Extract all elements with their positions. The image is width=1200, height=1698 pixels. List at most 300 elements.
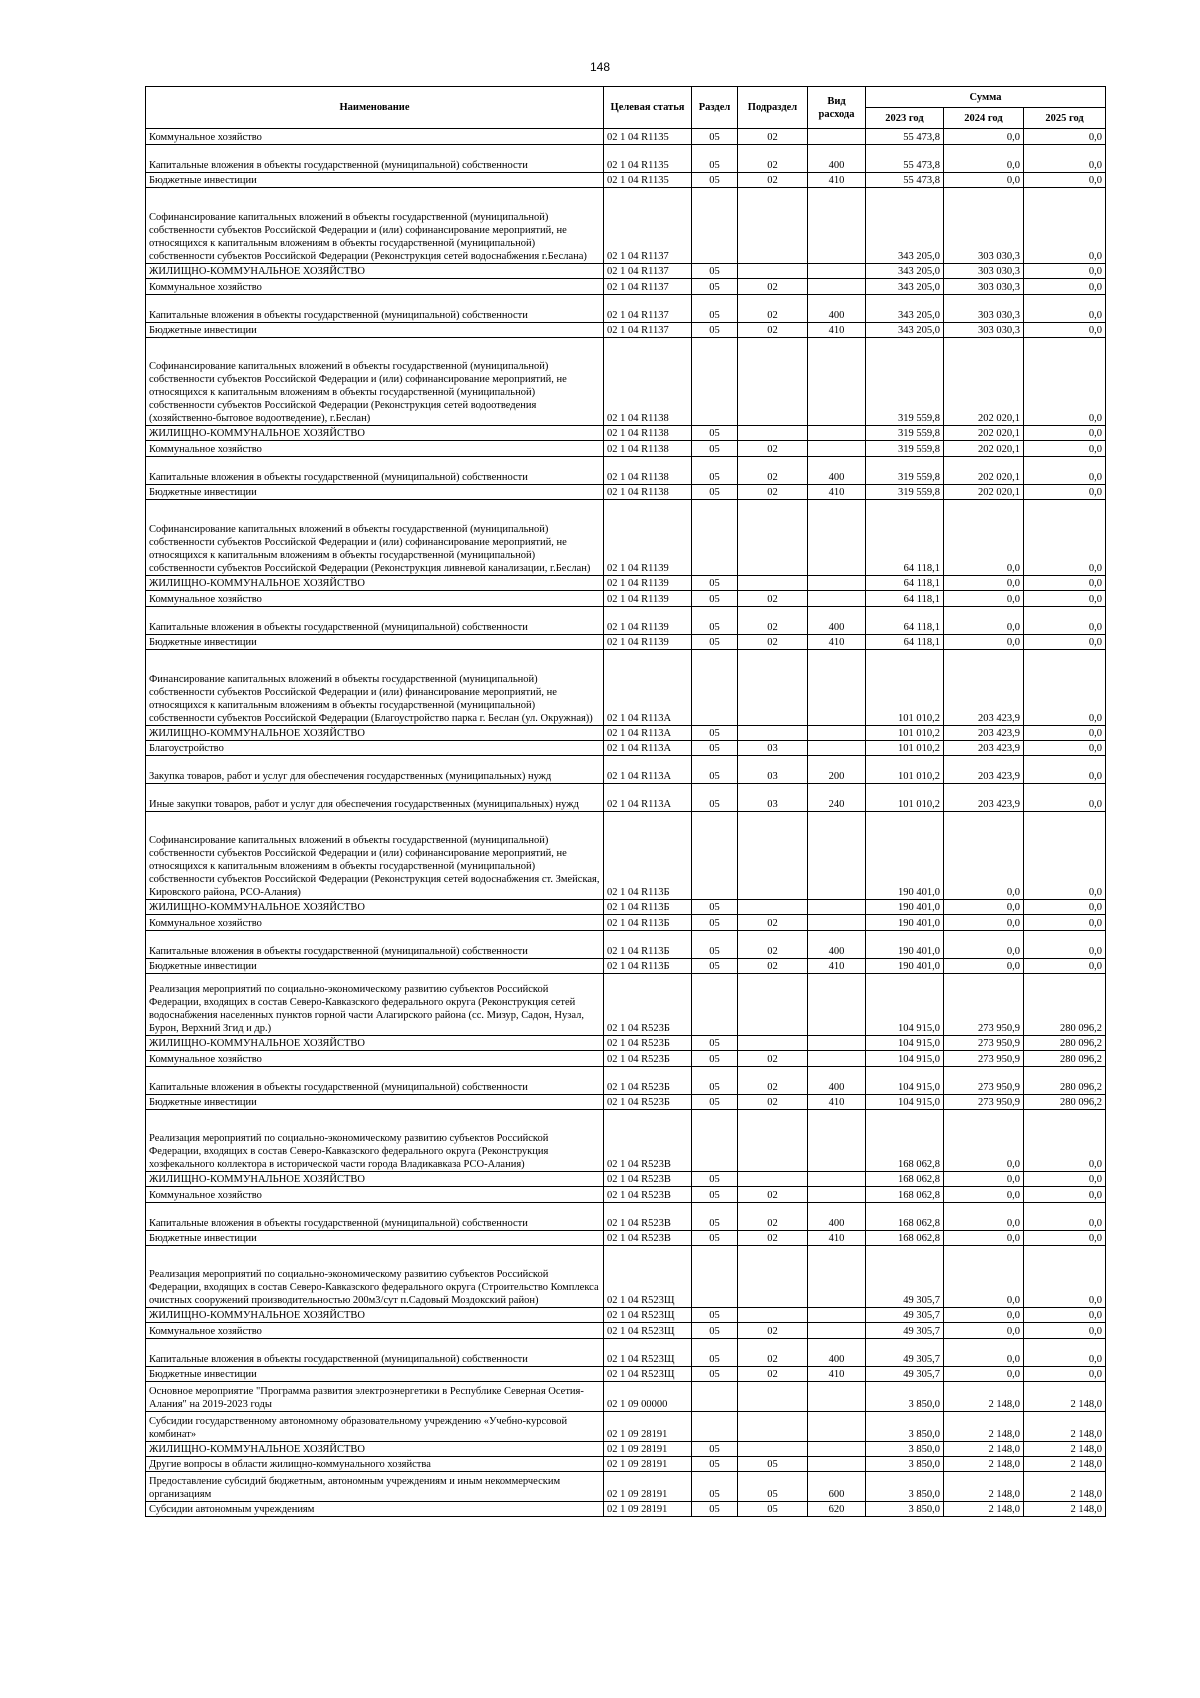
row-subsection [738,426,808,441]
row-sum-2025: 0,0 [1024,485,1106,500]
row-sum-2025: 0,0 [1024,931,1106,959]
row-subsection [738,726,808,741]
col-header-sum: Сумма [866,87,1106,108]
table-row [146,1502,1106,1517]
row-subsection: 03 [738,784,808,812]
row-target-code: 02 1 04 R113Б [604,900,692,915]
table-row [146,1172,1106,1187]
row-name: Капитальные вложения в объекты государственной (муниципальной) собственности [146,145,604,173]
row-target-code: 02 1 04 R1135 [604,145,692,173]
row-sum-2024: 2 148,0 [944,1412,1024,1442]
row-name: Софинансирование капитальных вложений в объекты государственной (муниципальной) собственности субъектов Российской Федерации и (или) софинансирование мероприятий, не относящихся к капитальным вложениям в объекты государственной (муниципальной) собственности субъектов Российской Федерации (Реконструкция сетей водоснабжения г.Беслана) [146,188,604,264]
row-sum-2023: 101 010,2 [866,726,944,741]
row-target-code: 02 1 04 R113Б [604,959,692,974]
row-sum-2024: 0,0 [944,591,1024,607]
row-sum-2023: 104 915,0 [866,1095,944,1110]
row-section: 05 [692,607,738,635]
row-expense-type [808,650,866,726]
row-expense-type [808,1172,866,1187]
table-row [146,726,1106,741]
row-name: ЖИЛИЩНО-КОММУНАЛЬНОЕ ХОЗЯЙСТВО [146,1172,604,1187]
row-section: 05 [692,145,738,173]
row-sum-2024: 0,0 [944,1203,1024,1231]
row-target-code: 02 1 04 R1139 [604,591,692,607]
row-target-code: 02 1 04 R113А [604,784,692,812]
row-sum-2025: 0,0 [1024,295,1106,323]
row-name: Финансирование капитальных вложений в объекты государственной (муниципальной) собственности субъектов Российской Федерации и (или) финансирование мероприятий, не относящихся к капитальным вложениям в объекты государственной (муниципальной) собственности субъектов Российской Федерации (Благоустройство парка г. Беслан (ул. Окружная)) [146,650,604,726]
row-name: Капитальные вложения в объекты государственной (муниципальной) собственности [146,295,604,323]
row-expense-type [808,974,866,1036]
table-row [146,1110,1106,1172]
row-subsection: 02 [738,323,808,338]
row-name: Коммунальное хозяйство [146,1051,604,1067]
table-row [146,485,1106,500]
col-header-subsection: Подраздел [738,87,808,129]
row-sum-2025: 0,0 [1024,129,1106,145]
row-section: 05 [692,1187,738,1203]
row-expense-type [808,279,866,295]
row-sum-2023: 101 010,2 [866,650,944,726]
row-name: ЖИЛИЩНО-КОММУНАЛЬНОЕ ХОЗЯЙСТВО [146,264,604,279]
row-name: Капитальные вложения в объекты государственной (муниципальной) собственности [146,1339,604,1367]
table-row [146,959,1106,974]
row-expense-type: 410 [808,1367,866,1382]
row-name: Закупка товаров, работ и услуг для обеспечения государственных (муниципальных) нужд [146,756,604,784]
row-name: Коммунальное хозяйство [146,915,604,931]
row-sum-2024: 202 020,1 [944,485,1024,500]
row-expense-type [808,500,866,576]
table-row [146,1472,1106,1502]
row-subsection: 02 [738,485,808,500]
row-subsection: 02 [738,129,808,145]
row-sum-2025: 0,0 [1024,457,1106,485]
row-subsection: 05 [738,1502,808,1517]
row-sum-2025: 0,0 [1024,1231,1106,1246]
row-sum-2025: 2 148,0 [1024,1472,1106,1502]
row-section: 05 [692,295,738,323]
row-sum-2023: 343 205,0 [866,279,944,295]
row-name: ЖИЛИЩНО-КОММУНАЛЬНОЕ ХОЗЯЙСТВО [146,900,604,915]
row-target-code: 02 1 09 28191 [604,1457,692,1472]
row-target-code: 02 1 09 28191 [604,1502,692,1517]
row-sum-2024: 2 148,0 [944,1382,1024,1412]
row-name: Софинансирование капитальных вложений в объекты государственной (муниципальной) собственности субъектов Российской Федерации и (или) софинансирование мероприятий, не относящихся к капитальным вложениям в объекты государственной (муниципальной) собственности субъектов Российской Федерации (Реконструкция сетей водоснабжения ст. Змейская, Кировского района, РСО-Алания) [146,812,604,900]
row-name: Бюджетные инвестиции [146,1367,604,1382]
row-subsection [738,900,808,915]
row-sum-2025: 0,0 [1024,1110,1106,1172]
row-section: 05 [692,1308,738,1323]
row-sum-2023: 190 401,0 [866,812,944,900]
row-expense-type [808,1110,866,1172]
row-section: 05 [692,741,738,756]
row-sum-2025: 0,0 [1024,741,1106,756]
row-section: 05 [692,1339,738,1367]
row-target-code: 02 1 04 R1138 [604,485,692,500]
row-sum-2023: 104 915,0 [866,1067,944,1095]
row-sum-2025: 280 096,2 [1024,1036,1106,1051]
table-row [146,931,1106,959]
row-target-code: 02 1 04 R1137 [604,188,692,264]
row-sum-2024: 203 423,9 [944,784,1024,812]
row-target-code: 02 1 09 28191 [604,1442,692,1457]
row-expense-type [808,1442,866,1457]
row-sum-2023: 104 915,0 [866,974,944,1036]
row-subsection: 02 [738,1187,808,1203]
row-name: Основное мероприятие "Программа развития электроэнергетики в Республике Северная Осетия-Алания" на 2019-2023 годы [146,1382,604,1412]
row-section: 05 [692,264,738,279]
row-subsection [738,974,808,1036]
row-name: Бюджетные инвестиции [146,173,604,188]
row-section: 05 [692,1067,738,1095]
row-expense-type [808,1412,866,1442]
row-sum-2024: 0,0 [944,915,1024,931]
table-row [146,900,1106,915]
row-target-code: 02 1 04 R523Щ [604,1246,692,1308]
row-section: 05 [692,915,738,931]
row-name: Субсидии государственному автономному образовательному учреждению «Учебно-курсовой комбинат» [146,1412,604,1442]
row-expense-type [808,1323,866,1339]
row-expense-type: 400 [808,607,866,635]
row-sum-2023: 64 118,1 [866,500,944,576]
table-body [146,129,1106,1517]
table-row [146,1412,1106,1442]
row-sum-2023: 3 850,0 [866,1412,944,1442]
row-target-code: 02 1 04 R1135 [604,129,692,145]
row-expense-type: 400 [808,145,866,173]
row-sum-2025: 0,0 [1024,756,1106,784]
row-name: Субсидии автономным учреждениям [146,1502,604,1517]
row-subsection: 02 [738,173,808,188]
row-sum-2025: 0,0 [1024,784,1106,812]
row-subsection: 02 [738,441,808,457]
row-sum-2023: 64 118,1 [866,591,944,607]
row-name: Капитальные вложения в объекты государственной (муниципальной) собственности [146,1203,604,1231]
row-sum-2025: 0,0 [1024,173,1106,188]
row-expense-type: 410 [808,1095,866,1110]
row-section: 05 [692,1203,738,1231]
row-target-code: 02 1 04 R1139 [604,500,692,576]
row-sum-2023: 49 305,7 [866,1246,944,1308]
row-sum-2023: 3 850,0 [866,1457,944,1472]
row-sum-2023: 64 118,1 [866,576,944,591]
row-sum-2025: 0,0 [1024,279,1106,295]
row-subsection: 02 [738,457,808,485]
row-target-code: 02 1 04 R523В [604,1110,692,1172]
row-sum-2023: 55 473,8 [866,173,944,188]
table-row [146,1308,1106,1323]
row-target-code: 02 1 04 R1137 [604,323,692,338]
row-sum-2025: 0,0 [1024,812,1106,900]
row-subsection [738,650,808,726]
row-sum-2024: 0,0 [944,607,1024,635]
table-row [146,457,1106,485]
row-name: Коммунальное хозяйство [146,1187,604,1203]
row-subsection: 02 [738,959,808,974]
row-sum-2025: 0,0 [1024,500,1106,576]
row-name: Бюджетные инвестиции [146,959,604,974]
row-sum-2025: 0,0 [1024,650,1106,726]
row-expense-type [808,1036,866,1051]
row-name: Коммунальное хозяйство [146,129,604,145]
row-target-code: 02 1 04 R523Щ [604,1308,692,1323]
row-subsection: 02 [738,1203,808,1231]
row-section: 05 [692,279,738,295]
row-target-code: 02 1 04 R523В [604,1203,692,1231]
table-row [146,576,1106,591]
row-sum-2025: 280 096,2 [1024,1051,1106,1067]
row-sum-2023: 319 559,8 [866,426,944,441]
row-sum-2024: 203 423,9 [944,650,1024,726]
row-subsection: 03 [738,741,808,756]
row-sum-2025: 280 096,2 [1024,974,1106,1036]
table-row [146,188,1106,264]
row-sum-2024: 273 950,9 [944,1067,1024,1095]
row-sum-2023: 343 205,0 [866,323,944,338]
table-row [146,915,1106,931]
row-sum-2025: 0,0 [1024,591,1106,607]
row-sum-2025: 0,0 [1024,1172,1106,1187]
row-sum-2023: 168 062,8 [866,1203,944,1231]
table-row [146,1051,1106,1067]
row-subsection [738,500,808,576]
row-name: ЖИЛИЩНО-КОММУНАЛЬНОЕ ХОЗЯЙСТВО [146,1308,604,1323]
row-section: 05 [692,576,738,591]
row-section: 05 [692,1095,738,1110]
row-sum-2023: 343 205,0 [866,264,944,279]
row-section [692,500,738,576]
row-sum-2023: 190 401,0 [866,959,944,974]
row-target-code: 02 1 04 R1138 [604,338,692,426]
row-subsection [738,1110,808,1172]
row-expense-type: 400 [808,931,866,959]
row-target-code: 02 1 09 00000 [604,1382,692,1412]
table-row [146,129,1106,145]
table-row [146,741,1106,756]
row-sum-2024: 2 148,0 [944,1472,1024,1502]
row-target-code: 02 1 04 R523Щ [604,1339,692,1367]
row-expense-type [808,1308,866,1323]
row-subsection [738,1308,808,1323]
row-section: 05 [692,323,738,338]
row-sum-2023: 64 118,1 [866,635,944,650]
row-sum-2025: 280 096,2 [1024,1095,1106,1110]
row-sum-2024: 2 148,0 [944,1442,1024,1457]
row-name: Капитальные вложения в объекты государственной (муниципальной) собственности [146,931,604,959]
row-name: ЖИЛИЩНО-КОММУНАЛЬНОЕ ХОЗЯЙСТВО [146,1442,604,1457]
row-subsection: 02 [738,635,808,650]
row-sum-2024: 202 020,1 [944,338,1024,426]
row-target-code: 02 1 04 R1137 [604,295,692,323]
row-sum-2024: 303 030,3 [944,295,1024,323]
row-sum-2023: 168 062,8 [866,1187,944,1203]
row-expense-type [808,1457,866,1472]
row-section: 05 [692,1502,738,1517]
table-row [146,1036,1106,1051]
col-header-2024: 2024 год [944,108,1024,129]
row-sum-2023: 168 062,8 [866,1172,944,1187]
table-row [146,338,1106,426]
col-header-name: Наименование [146,87,604,129]
row-sum-2024: 0,0 [944,1323,1024,1339]
row-name: Бюджетные инвестиции [146,323,604,338]
row-expense-type [808,576,866,591]
table-row [146,1457,1106,1472]
row-sum-2024: 2 148,0 [944,1457,1024,1472]
row-target-code: 02 1 04 R523Щ [604,1323,692,1339]
row-sum-2024: 273 950,9 [944,1095,1024,1110]
table-row [146,591,1106,607]
row-sum-2024: 203 423,9 [944,756,1024,784]
row-expense-type: 400 [808,295,866,323]
row-name: ЖИЛИЩНО-КОММУНАЛЬНОЕ ХОЗЯЙСТВО [146,1036,604,1051]
row-expense-type [808,129,866,145]
row-subsection: 02 [738,607,808,635]
row-subsection: 02 [738,915,808,931]
row-expense-type [808,1246,866,1308]
row-sum-2024: 273 950,9 [944,1051,1024,1067]
row-sum-2023: 190 401,0 [866,915,944,931]
table-row [146,1203,1106,1231]
row-target-code: 02 1 04 R1139 [604,576,692,591]
row-section [692,1246,738,1308]
row-sum-2023: 49 305,7 [866,1323,944,1339]
row-sum-2024: 0,0 [944,931,1024,959]
row-target-code: 02 1 04 R523В [604,1231,692,1246]
table-row [146,279,1106,295]
table-row [146,784,1106,812]
row-sum-2024: 0,0 [944,1246,1024,1308]
row-sum-2023: 3 850,0 [866,1382,944,1412]
table-row [146,1231,1106,1246]
row-target-code: 02 1 04 R113Б [604,915,692,931]
row-subsection: 02 [738,1051,808,1067]
row-target-code: 02 1 09 28191 [604,1472,692,1502]
row-expense-type [808,726,866,741]
row-target-code: 02 1 04 R1137 [604,264,692,279]
table-row [146,1323,1106,1339]
row-section: 05 [692,784,738,812]
row-sum-2023: 190 401,0 [866,931,944,959]
row-expense-type: 600 [808,1472,866,1502]
row-sum-2023: 55 473,8 [866,129,944,145]
row-sum-2025: 0,0 [1024,635,1106,650]
row-sum-2023: 3 850,0 [866,1502,944,1517]
col-header-target: Целевая статья [604,87,692,129]
row-subsection: 05 [738,1457,808,1472]
row-name: Капитальные вложения в объекты государственной (муниципальной) собственности [146,1067,604,1095]
row-sum-2024: 203 423,9 [944,741,1024,756]
row-name: Бюджетные инвестиции [146,1095,604,1110]
table-row [146,264,1106,279]
table-row [146,426,1106,441]
row-sum-2023: 3 850,0 [866,1442,944,1457]
row-expense-type [808,915,866,931]
row-target-code: 02 1 04 R1137 [604,279,692,295]
row-sum-2024: 0,0 [944,1308,1024,1323]
row-sum-2023: 319 559,8 [866,457,944,485]
row-target-code: 02 1 04 R1139 [604,635,692,650]
row-expense-type [808,1187,866,1203]
row-subsection [738,1382,808,1412]
row-sum-2025: 0,0 [1024,1308,1106,1323]
row-target-code: 02 1 04 R113А [604,756,692,784]
row-section: 05 [692,129,738,145]
table-row [146,1095,1106,1110]
table-row [146,441,1106,457]
row-sum-2024: 0,0 [944,1172,1024,1187]
row-subsection: 02 [738,1367,808,1382]
row-section: 05 [692,1051,738,1067]
row-sum-2024: 303 030,3 [944,279,1024,295]
table-row [146,1246,1106,1308]
row-expense-type: 410 [808,1231,866,1246]
row-sum-2023: 319 559,8 [866,485,944,500]
row-section: 05 [692,1323,738,1339]
row-section [692,650,738,726]
row-subsection [738,576,808,591]
row-sum-2025: 0,0 [1024,145,1106,173]
row-sum-2024: 0,0 [944,1339,1024,1367]
table-row [146,756,1106,784]
row-subsection [738,188,808,264]
row-subsection [738,338,808,426]
table-row [146,295,1106,323]
row-sum-2024: 273 950,9 [944,974,1024,1036]
row-expense-type: 400 [808,1067,866,1095]
row-section [692,1382,738,1412]
row-subsection [738,1036,808,1051]
row-sum-2023: 55 473,8 [866,145,944,173]
row-name: Другие вопросы в области жилищно-коммунального хозяйства [146,1457,604,1472]
row-sum-2025: 2 148,0 [1024,1412,1106,1442]
row-sum-2024: 202 020,1 [944,441,1024,457]
row-section: 05 [692,591,738,607]
row-sum-2025: 0,0 [1024,426,1106,441]
row-sum-2025: 0,0 [1024,576,1106,591]
row-expense-type: 400 [808,457,866,485]
row-expense-type: 410 [808,323,866,338]
row-subsection: 02 [738,931,808,959]
row-target-code: 02 1 04 R1138 [604,426,692,441]
row-sum-2025: 0,0 [1024,1339,1106,1367]
row-expense-type: 410 [808,959,866,974]
row-name: Предоставление субсидий бюджетным, автономным учреждениям и иным некоммерческим организациям [146,1472,604,1502]
row-sum-2024: 0,0 [944,635,1024,650]
row-name: Благоустройство [146,741,604,756]
row-subsection: 02 [738,1339,808,1367]
row-section: 05 [692,1472,738,1502]
row-subsection [738,1246,808,1308]
row-expense-type [808,1051,866,1067]
row-target-code: 02 1 04 R1138 [604,457,692,485]
row-name: Реализация мероприятий по социально-экономическому развитию субъектов Российской Федерации, входящих в состав Северо-Кавказского федерального округа (Реконструкция сетей водоснабжения населенных пунктов горной части Алагирского района (сс. Мизур, Садон, Нузал, Бурон, Верхний Згид и др.) [146,974,604,1036]
row-sum-2024: 303 030,3 [944,188,1024,264]
row-expense-type [808,264,866,279]
row-subsection [738,264,808,279]
row-section: 05 [692,1036,738,1051]
row-sum-2024: 2 148,0 [944,1502,1024,1517]
row-expense-type: 240 [808,784,866,812]
row-target-code: 02 1 04 R523Б [604,1067,692,1095]
row-name: Иные закупки товаров, работ и услуг для обеспечения государственных (муниципальных) нужд [146,784,604,812]
row-name: Софинансирование капитальных вложений в объекты государственной (муниципальной) собственности субъектов Российской Федерации и (или) софинансирование мероприятий, не относящихся к капитальным вложениям в объекты государственной (муниципальной) собственности субъектов Российской Федерации (Реконструкция сетей водоотведения (хозяйственно-бытовое водоотведение), г.Беслан) [146,338,604,426]
row-sum-2025: 0,0 [1024,1323,1106,1339]
row-name: Бюджетные инвестиции [146,635,604,650]
row-target-code: 02 1 09 28191 [604,1412,692,1442]
row-expense-type: 410 [808,635,866,650]
row-expense-type: 410 [808,173,866,188]
table-row [146,1367,1106,1382]
